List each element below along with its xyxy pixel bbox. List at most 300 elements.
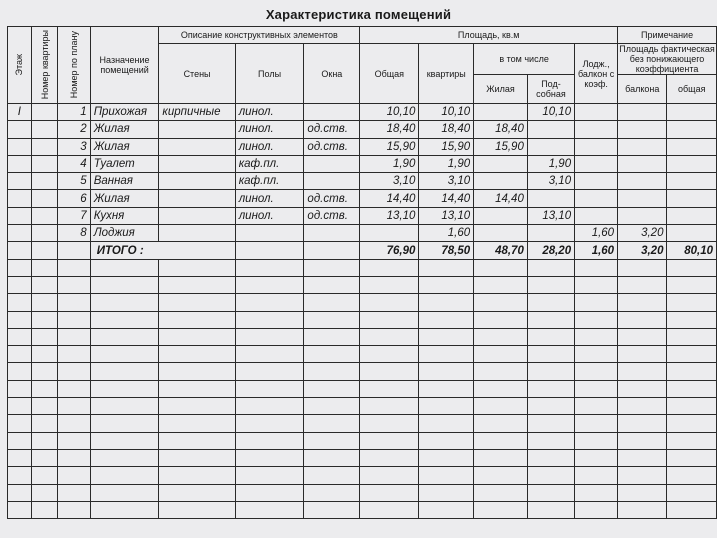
cell-floor [8, 190, 32, 207]
cell-apartment [31, 398, 58, 415]
cell-auxiliary [527, 294, 574, 311]
cell-loggia [575, 173, 618, 190]
cell-loggia [575, 484, 618, 501]
cell-balcony [618, 398, 667, 415]
cell-windows: од.ств. [304, 121, 360, 138]
cell-plan-number [58, 432, 90, 449]
cell-living: 15,90 [474, 138, 528, 155]
cell-floor [8, 398, 32, 415]
cell-balcony [618, 311, 667, 328]
cell-windows [304, 346, 360, 363]
table-row [8, 449, 717, 466]
cell-floor [8, 484, 32, 501]
cell-apartment [31, 138, 58, 155]
cell-apartment [31, 328, 58, 345]
cell-walls [159, 398, 235, 415]
cell-windows [304, 294, 360, 311]
cell-living [474, 346, 528, 363]
cell-total [360, 328, 419, 345]
cell-plan-number [58, 449, 90, 466]
cell-purpose: Туалет [90, 155, 159, 172]
cell-note-total [667, 294, 717, 311]
cell-windows [304, 259, 360, 276]
cell-floors [235, 484, 304, 501]
cell-walls [159, 259, 235, 276]
cell-walls [159, 432, 235, 449]
table-row [8, 432, 717, 449]
cell-auxiliary: 1,90 [527, 155, 574, 172]
header-note: Примечание [618, 27, 717, 44]
header-balcony: балкона [618, 75, 667, 104]
cell-walls [159, 138, 235, 155]
cell-note-total [667, 415, 717, 432]
cell-total [360, 294, 419, 311]
cell-note-total [667, 432, 717, 449]
totals-row [8, 242, 717, 259]
cell-floors [235, 501, 304, 518]
cell-windows [304, 484, 360, 501]
cell-floors [235, 328, 304, 345]
header-floors: Полы [235, 44, 304, 104]
table-row [8, 259, 717, 276]
header-actual-area: Площадь фактическая без понижающего коэффициента [619, 44, 715, 74]
cell-living [474, 276, 528, 293]
cell-plan-number: 3 [58, 138, 90, 155]
cell-loggia [575, 380, 618, 397]
cell-walls [159, 121, 235, 138]
table-row [8, 225, 717, 242]
cell-total: 1,90 [360, 155, 419, 172]
cell-balcony [618, 449, 667, 466]
cell-apartment-area [419, 311, 474, 328]
cell-total [360, 501, 419, 518]
cell-plan-number: 7 [58, 207, 90, 224]
cell-auxiliary: 10,10 [527, 104, 574, 121]
cell-auxiliary [527, 380, 574, 397]
cell-note-total [667, 311, 717, 328]
table-row [8, 104, 717, 121]
cell-auxiliary [527, 311, 574, 328]
cell-apartment [31, 311, 58, 328]
cell-apartment [31, 225, 58, 242]
cell-apartment-area [419, 328, 474, 345]
cell-balcony [618, 328, 667, 345]
cell-living [474, 432, 528, 449]
table-row [8, 207, 717, 224]
header-floor: Этаж [8, 27, 32, 104]
cell-loggia [575, 311, 618, 328]
cell-apartment [31, 173, 58, 190]
cell-floor [8, 259, 32, 276]
cell-living [474, 259, 528, 276]
cell-total [360, 225, 419, 242]
cell-apartment [31, 467, 58, 484]
cell-loggia [575, 328, 618, 345]
cell-windows [304, 501, 360, 518]
cell-floor [8, 501, 32, 518]
cell-loggia: 1,60 [575, 225, 618, 242]
cell-apartment-area [419, 294, 474, 311]
cell-auxiliary [527, 398, 574, 415]
cell-total: 15,90 [360, 138, 419, 155]
cell-floors [235, 415, 304, 432]
cell-floors: линол. [235, 190, 304, 207]
cell-floor: I [8, 104, 32, 121]
cell-purpose [90, 449, 159, 466]
cell-plan-number: 4 [58, 155, 90, 172]
cell-apartment-area: 18,40 [419, 121, 474, 138]
cell-apartment [31, 259, 58, 276]
cell-auxiliary [527, 432, 574, 449]
cell-purpose [90, 380, 159, 397]
table-row [8, 398, 717, 415]
header-total-area: Общая [360, 44, 419, 104]
cell-apartment [31, 207, 58, 224]
header-area: Площадь, кв.м [360, 27, 618, 44]
cell-apartment [31, 276, 58, 293]
cell-plan-number: 5 [58, 173, 90, 190]
totals-loggia: 1,60 [575, 242, 618, 259]
cell-walls [159, 449, 235, 466]
cell-windows [304, 398, 360, 415]
cell-floors [235, 380, 304, 397]
cell-note-total [667, 501, 717, 518]
cell-walls [159, 155, 235, 172]
cell-purpose [90, 432, 159, 449]
cell-note-total [667, 225, 717, 242]
cell-plan-number [58, 501, 90, 518]
cell-balcony [618, 190, 667, 207]
cell-apartment-area [419, 484, 474, 501]
table-row [8, 155, 717, 172]
cell-auxiliary: 3,10 [527, 173, 574, 190]
cell-balcony [618, 259, 667, 276]
cell-loggia [575, 415, 618, 432]
cell-total [360, 432, 419, 449]
cell-purpose: Жилая [90, 121, 159, 138]
cell-loggia [575, 398, 618, 415]
cell-balcony [618, 207, 667, 224]
cell-floors: линол. [235, 138, 304, 155]
cell-windows [304, 155, 360, 172]
cell-note-total [667, 380, 717, 397]
cell-note-total [667, 467, 717, 484]
cell-walls [159, 380, 235, 397]
cell-total [360, 276, 419, 293]
cell-total [360, 484, 419, 501]
totals-note-total: 80,10 [667, 242, 717, 259]
cell-windows [304, 225, 360, 242]
cell-floor [8, 225, 32, 242]
cell-living [474, 173, 528, 190]
cell-apartment-area [419, 346, 474, 363]
cell-walls [159, 415, 235, 432]
cell-purpose: Кухня [90, 207, 159, 224]
table-row [8, 138, 717, 155]
cell-loggia [575, 346, 618, 363]
cell-walls [159, 207, 235, 224]
cell-floors [235, 398, 304, 415]
header-plan-number: Номер по плану [58, 27, 90, 104]
cell-walls [159, 190, 235, 207]
cell-total: 3,10 [360, 173, 419, 190]
cell-apartment-area [419, 432, 474, 449]
rooms-table [7, 26, 717, 519]
header-note-total: общая [667, 75, 717, 104]
cell-note-total [667, 104, 717, 121]
cell-loggia [575, 190, 618, 207]
cell-note-total [667, 398, 717, 415]
cell-balcony [618, 363, 667, 380]
cell-total: 13,10 [360, 207, 419, 224]
document-title: Характеристика помещений [265, 7, 452, 22]
cell-plan-number [58, 415, 90, 432]
cell-apartment-area [419, 449, 474, 466]
cell-note-total [667, 190, 717, 207]
cell-balcony [618, 484, 667, 501]
cell-loggia [575, 138, 618, 155]
cell-apartment-area [419, 398, 474, 415]
empty-cell [58, 242, 90, 259]
cell-plan-number [58, 294, 90, 311]
header-apartment-number: Номер квартиры [31, 27, 58, 104]
cell-apartment [31, 449, 58, 466]
totals-living: 48,70 [474, 242, 528, 259]
cell-purpose [90, 294, 159, 311]
cell-apartment [31, 380, 58, 397]
cell-floor [8, 155, 32, 172]
cell-living [474, 449, 528, 466]
cell-note-total [667, 121, 717, 138]
cell-purpose: Ванная [90, 173, 159, 190]
cell-total: 10,10 [360, 104, 419, 121]
cell-purpose [90, 467, 159, 484]
cell-windows [304, 328, 360, 345]
cell-apartment-area: 13,10 [419, 207, 474, 224]
cell-apartment [31, 346, 58, 363]
cell-note-total [667, 207, 717, 224]
totals-total: 76,90 [360, 242, 419, 259]
cell-loggia [575, 207, 618, 224]
cell-walls [159, 484, 235, 501]
header-loggia: Лодж., балкон с коэф. [575, 44, 618, 104]
cell-windows: од.ств. [304, 207, 360, 224]
cell-balcony [618, 173, 667, 190]
cell-apartment [31, 155, 58, 172]
cell-windows [304, 415, 360, 432]
cell-purpose [90, 328, 159, 345]
empty-cell [8, 242, 32, 259]
cell-note-total [667, 449, 717, 466]
cell-walls [159, 225, 235, 242]
cell-note-total [667, 484, 717, 501]
table-row [8, 294, 717, 311]
cell-auxiliary [527, 363, 574, 380]
cell-living [474, 207, 528, 224]
cell-auxiliary [527, 225, 574, 242]
totals-balcony: 3,20 [618, 242, 667, 259]
cell-floor [8, 363, 32, 380]
cell-floor [8, 138, 32, 155]
cell-floors [235, 449, 304, 466]
cell-apartment [31, 484, 58, 501]
cell-loggia [575, 276, 618, 293]
cell-walls [159, 501, 235, 518]
cell-total [360, 467, 419, 484]
cell-apartment-area [419, 259, 474, 276]
cell-total [360, 398, 419, 415]
cell-loggia [575, 449, 618, 466]
cell-purpose: Лоджия [90, 225, 159, 242]
cell-note-total [667, 363, 717, 380]
cell-purpose [90, 259, 159, 276]
cell-apartment-area [419, 363, 474, 380]
cell-apartment-area [419, 276, 474, 293]
cell-floor [8, 207, 32, 224]
cell-auxiliary [527, 138, 574, 155]
cell-loggia [575, 259, 618, 276]
cell-apartment-area [419, 501, 474, 518]
totals-aux: 28,20 [527, 242, 574, 259]
cell-walls [159, 311, 235, 328]
cell-living [474, 501, 528, 518]
cell-windows [304, 363, 360, 380]
cell-loggia [575, 155, 618, 172]
cell-loggia [575, 501, 618, 518]
cell-floors [235, 346, 304, 363]
cell-windows [304, 449, 360, 466]
cell-windows [304, 276, 360, 293]
table-row [8, 276, 717, 293]
cell-floors: каф.пл. [235, 173, 304, 190]
cell-walls [159, 346, 235, 363]
cell-auxiliary [527, 259, 574, 276]
cell-living: 14,40 [474, 190, 528, 207]
totals-label: ИТОГО : [90, 242, 235, 259]
cell-floor [8, 311, 32, 328]
cell-auxiliary [527, 121, 574, 138]
cell-total [360, 311, 419, 328]
cell-balcony [618, 276, 667, 293]
cell-auxiliary [527, 276, 574, 293]
cell-apartment [31, 121, 58, 138]
cell-plan-number [58, 276, 90, 293]
cell-total: 14,40 [360, 190, 419, 207]
totals-apt-area: 78,50 [419, 242, 474, 259]
cell-apartment-area: 14,40 [419, 190, 474, 207]
cell-floor [8, 380, 32, 397]
cell-plan-number [58, 467, 90, 484]
header-purpose: Назначение помещений [90, 27, 159, 104]
cell-purpose: Прихожая [90, 104, 159, 121]
cell-apartment-area [419, 415, 474, 432]
cell-apartment-area: 1,60 [419, 225, 474, 242]
cell-living [474, 467, 528, 484]
cell-note-total [667, 173, 717, 190]
cell-plan-number [58, 398, 90, 415]
cell-walls [159, 363, 235, 380]
table-row [8, 328, 717, 345]
header-including: в том числе [474, 44, 575, 75]
cell-windows [304, 173, 360, 190]
table-row [8, 121, 717, 138]
cell-walls [159, 294, 235, 311]
cell-floors [235, 294, 304, 311]
cell-floors: линол. [235, 121, 304, 138]
cell-purpose: Жилая [90, 190, 159, 207]
cell-apartment-area: 15,90 [419, 138, 474, 155]
cell-windows [304, 467, 360, 484]
cell-floor [8, 346, 32, 363]
table-row [8, 484, 717, 501]
cell-windows: од.ств. [304, 190, 360, 207]
cell-apartment [31, 432, 58, 449]
cell-purpose [90, 501, 159, 518]
cell-loggia [575, 363, 618, 380]
cell-plan-number [58, 346, 90, 363]
cell-plan-number [58, 311, 90, 328]
cell-loggia [575, 121, 618, 138]
cell-plan-number: 8 [58, 225, 90, 242]
cell-apartment [31, 501, 58, 518]
cell-balcony [618, 346, 667, 363]
cell-floors [235, 276, 304, 293]
cell-windows [304, 311, 360, 328]
cell-floor [8, 467, 32, 484]
cell-auxiliary [527, 415, 574, 432]
cell-living [474, 363, 528, 380]
cell-living [474, 311, 528, 328]
cell-balcony [618, 121, 667, 138]
cell-note-total [667, 276, 717, 293]
cell-purpose [90, 415, 159, 432]
cell-windows [304, 104, 360, 121]
cell-floor [8, 432, 32, 449]
cell-loggia [575, 467, 618, 484]
cell-balcony [618, 155, 667, 172]
cell-floor [8, 121, 32, 138]
empty-cell [31, 242, 58, 259]
cell-plan-number: 2 [58, 121, 90, 138]
cell-auxiliary [527, 484, 574, 501]
cell-total [360, 449, 419, 466]
cell-plan-number [58, 259, 90, 276]
cell-apartment [31, 363, 58, 380]
cell-floor [8, 173, 32, 190]
header-auxiliary: Под-собная [527, 75, 574, 104]
table-row [8, 311, 717, 328]
cell-floors [235, 432, 304, 449]
cell-auxiliary [527, 501, 574, 518]
cell-total: 18,40 [360, 121, 419, 138]
cell-floors [235, 467, 304, 484]
cell-floors [235, 311, 304, 328]
cell-balcony [618, 138, 667, 155]
cell-living: 18,40 [474, 121, 528, 138]
cell-balcony [618, 294, 667, 311]
cell-total [360, 415, 419, 432]
table-row [8, 190, 717, 207]
cell-auxiliary [527, 449, 574, 466]
cell-apartment-area: 10,10 [419, 104, 474, 121]
cell-balcony [618, 501, 667, 518]
cell-windows [304, 432, 360, 449]
cell-living [474, 294, 528, 311]
header-construction: Описание конструктивных элементов [159, 27, 360, 44]
cell-purpose: Жилая [90, 138, 159, 155]
cell-windows [304, 380, 360, 397]
cell-balcony [618, 380, 667, 397]
